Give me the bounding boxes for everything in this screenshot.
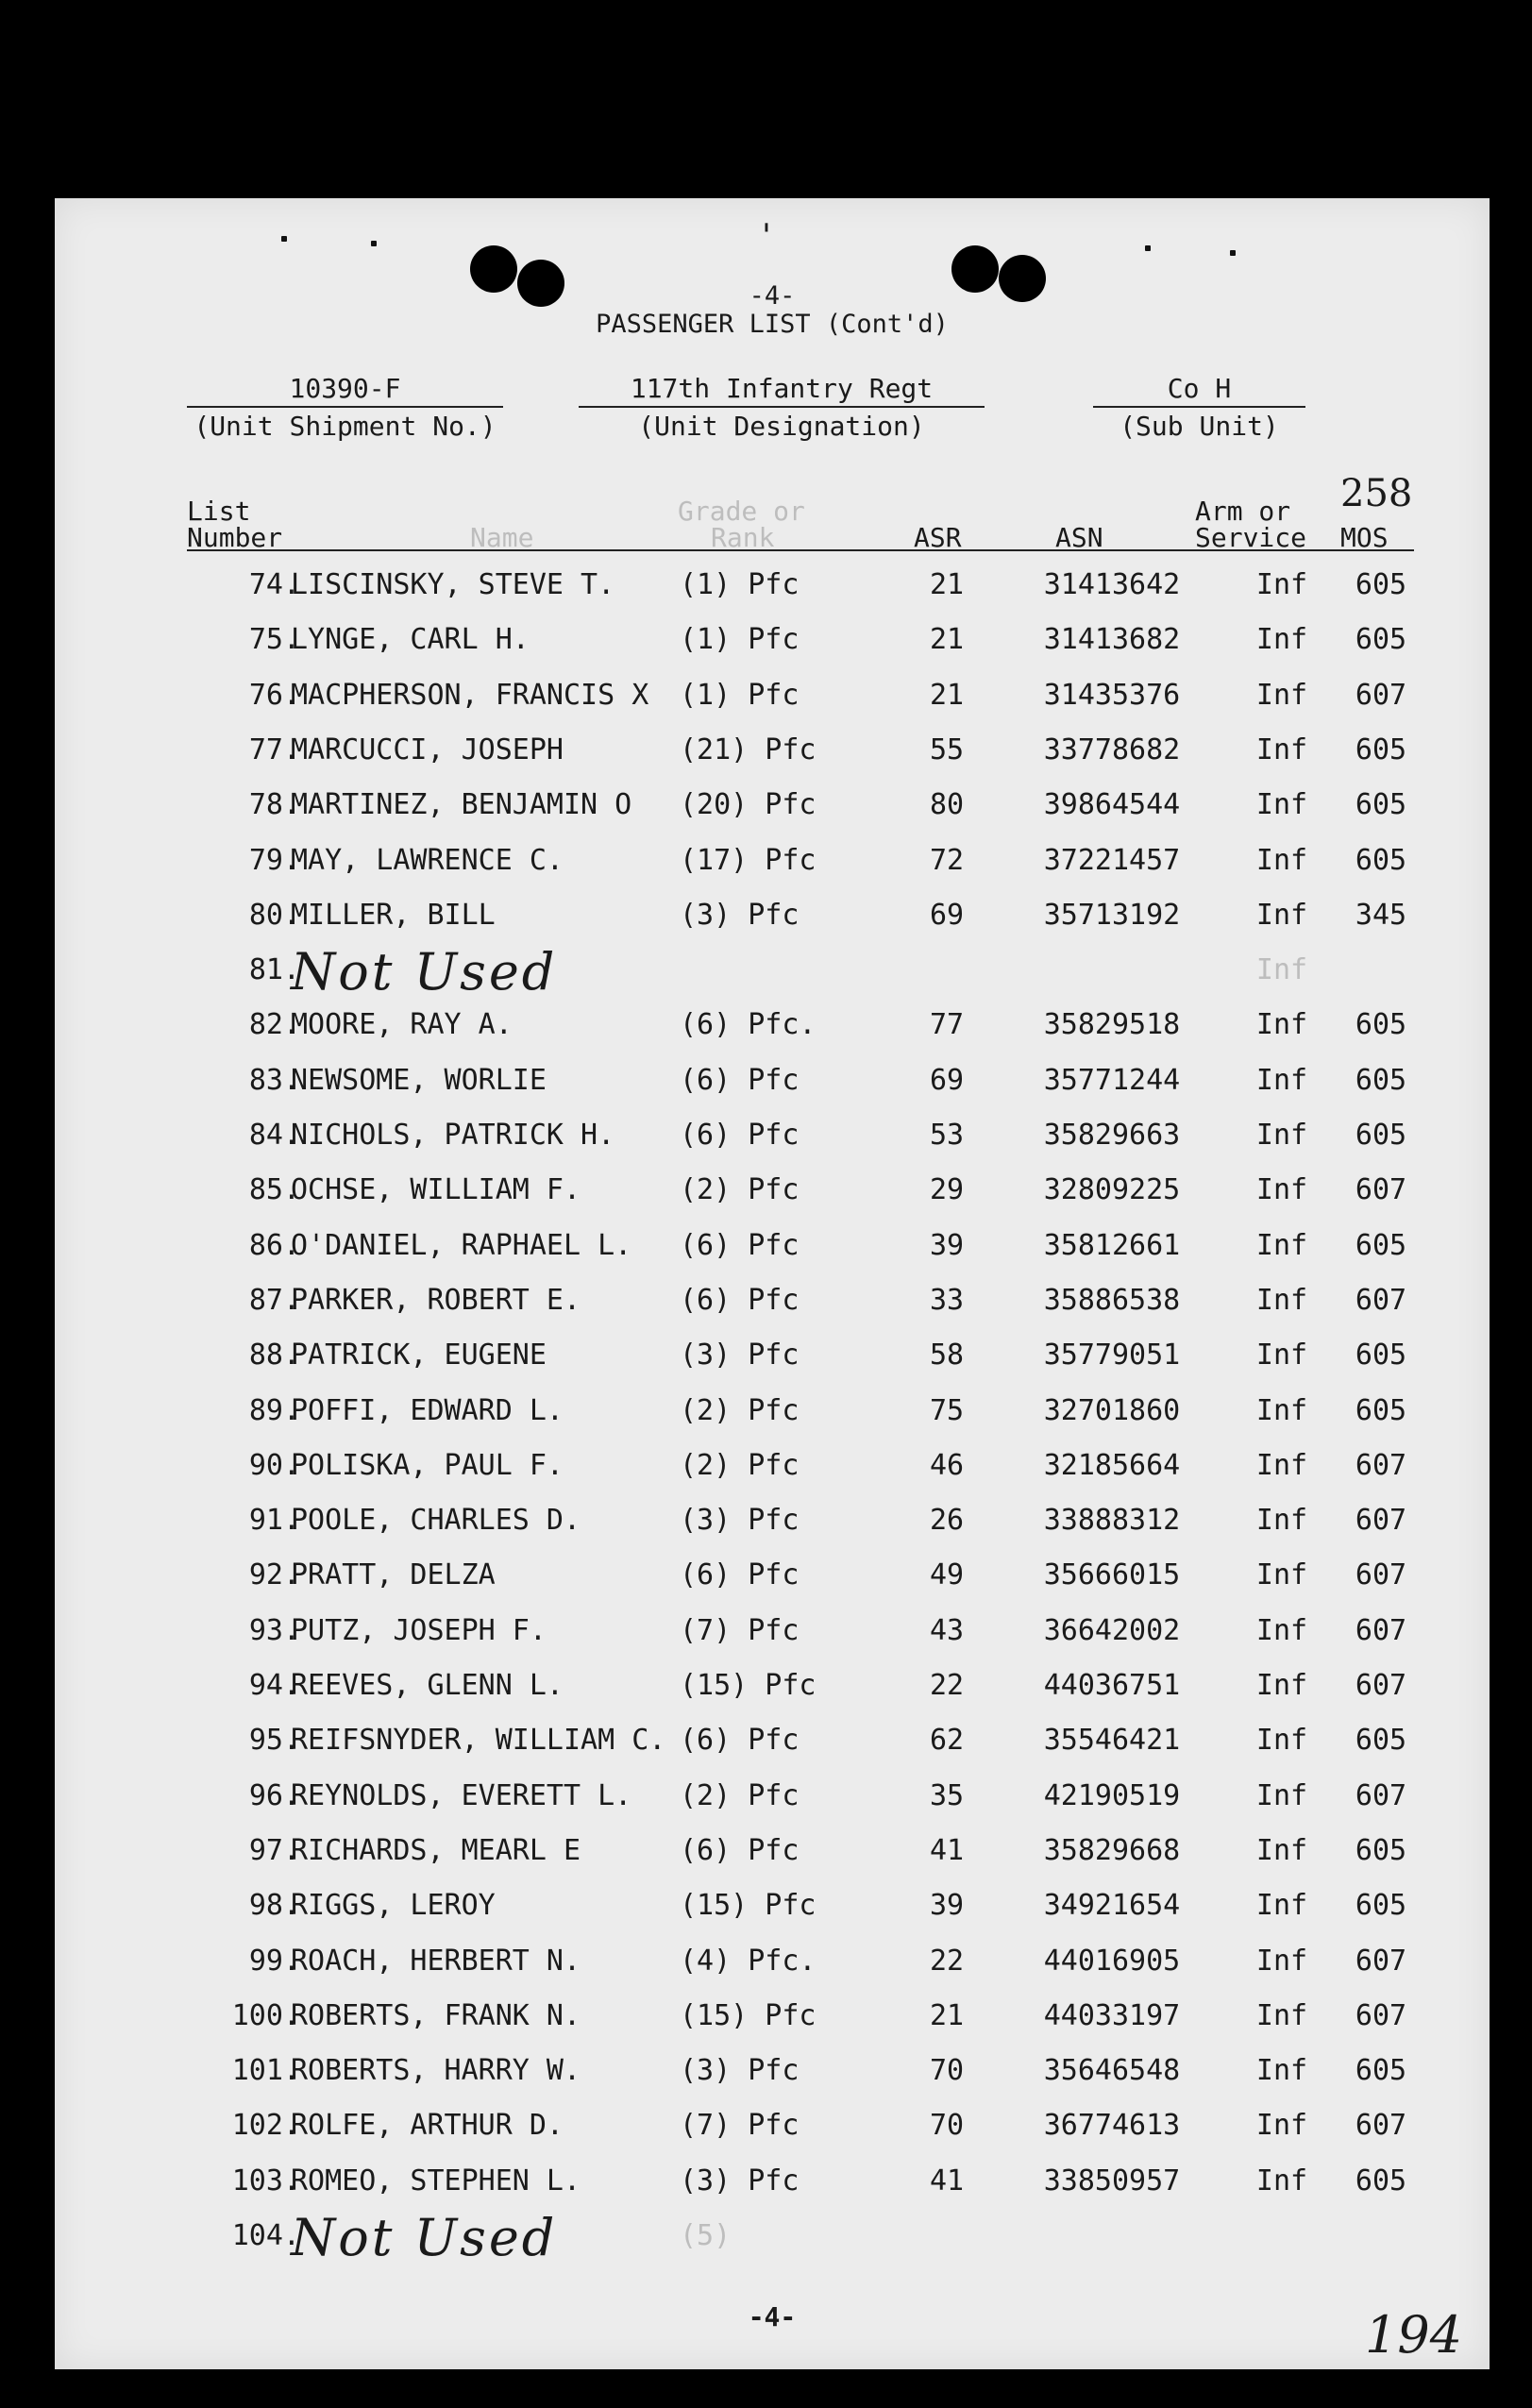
passenger-name: MARCUCCI, JOSEPH: [291, 733, 564, 766]
arm-service: Inf: [1255, 1833, 1308, 1867]
table-row: [55, 1394, 1490, 1441]
table-row: [55, 2054, 1490, 2101]
list-number: 79.: [248, 843, 300, 877]
passenger-name: LISCINSKY, STEVE T.: [291, 568, 615, 601]
mos: 605: [1355, 1889, 1407, 1923]
passenger-name: Not Used: [291, 942, 558, 1002]
list-number: 91.: [248, 1504, 300, 1538]
list-number: 88.: [248, 1339, 300, 1372]
col-grade-2: Rank: [711, 522, 775, 553]
arm-service: Inf: [1255, 1944, 1308, 1978]
table-row: [55, 1284, 1490, 1331]
asr: 69: [929, 1063, 965, 1097]
list-number: 83.: [248, 1063, 300, 1097]
shipment-number: 10390-F: [187, 373, 503, 408]
col-mos: MOS: [1340, 522, 1389, 553]
list-number: 90.: [248, 1448, 300, 1482]
table-row: [55, 2164, 1490, 2212]
table-row: [55, 899, 1490, 946]
asr: 21: [929, 1998, 965, 2032]
list-number: 103.: [231, 2164, 300, 2198]
grade: (2) Pfc: [680, 1778, 800, 1812]
table-row: [55, 788, 1490, 835]
list-number: 96.: [248, 1778, 300, 1812]
grade: (7) Pfc: [680, 1613, 800, 1647]
list-number: 84.: [248, 1119, 300, 1152]
passenger-name: OCHSE, WILLIAM F.: [291, 1173, 581, 1207]
list-number: 85.: [248, 1173, 300, 1207]
asn: 31413642: [1043, 568, 1181, 601]
arm-service: Inf: [1255, 1504, 1308, 1538]
asn: 35886538: [1043, 1283, 1181, 1317]
grade: (6) Pfc: [680, 1283, 800, 1317]
arm-service: Inf: [1255, 678, 1308, 712]
table-row: [55, 1669, 1490, 1716]
passenger-name: O'DANIEL, RAPHAEL L.: [291, 1228, 632, 1262]
grade: (2) Pfc: [680, 1393, 800, 1427]
mos: 607: [1355, 1778, 1407, 1812]
mos: 605: [1355, 1063, 1407, 1097]
list-number: 94.: [248, 1669, 300, 1702]
asr: 58: [929, 1339, 965, 1372]
mos: 605: [1355, 568, 1407, 601]
table-row: [55, 1999, 1490, 2046]
arm-service: Inf: [1255, 1558, 1308, 1592]
table-row: [55, 1834, 1490, 1881]
table-row: [55, 733, 1490, 781]
list-number: 97.: [248, 1833, 300, 1867]
arm-service: Inf: [1255, 1173, 1308, 1207]
list-number: 92.: [248, 1558, 300, 1592]
list-number: 75.: [248, 623, 300, 657]
sub-unit: Co H: [1093, 373, 1305, 408]
passenger-name: Not Used: [291, 2208, 558, 2267]
tick-mark: ': [756, 217, 777, 255]
col-arm-2: Service: [1195, 522, 1307, 553]
grade: (4) Pfc.: [680, 1944, 817, 1978]
arm-service: Inf: [1255, 2109, 1308, 2143]
mos: 607: [1355, 1504, 1407, 1538]
list-number: 78.: [248, 788, 300, 822]
mos: 605: [1355, 733, 1407, 766]
mos: 607: [1355, 2109, 1407, 2143]
asn: 35779051: [1043, 1339, 1181, 1372]
grade: (3) Pfc: [680, 2054, 800, 2088]
grade: (1) Pfc: [680, 623, 800, 657]
grade: (1) Pfc: [680, 568, 800, 601]
table-row: [55, 1173, 1490, 1221]
passenger-name: REYNOLDS, EVERETT L.: [291, 1778, 632, 1812]
list-number: 81.: [248, 953, 300, 987]
grade: (6) Pfc.: [680, 1008, 817, 1042]
asn: 35829668: [1043, 1833, 1181, 1867]
list-number: 74.: [248, 568, 300, 601]
grade: (7) Pfc: [680, 2109, 800, 2143]
mos: 605: [1355, 1833, 1407, 1867]
table-row: [55, 568, 1490, 615]
asn: 31413682: [1043, 623, 1181, 657]
grade: (15) Pfc: [680, 1669, 817, 1702]
grade: (15) Pfc: [680, 1889, 817, 1923]
passenger-name: ROBERTS, FRANK N.: [291, 1998, 581, 2032]
passenger-name: POLISKA, PAUL F.: [291, 1448, 564, 1482]
mos: 607: [1355, 1944, 1407, 1978]
table-row: [55, 1008, 1490, 1055]
grade: (21) Pfc: [680, 733, 817, 766]
mos: 605: [1355, 788, 1407, 822]
grade: (15) Pfc: [680, 1998, 817, 2032]
arm-service: Inf: [1255, 1724, 1308, 1758]
mos: 607: [1355, 1173, 1407, 1207]
asr: 21: [929, 623, 965, 657]
asn: 32701860: [1043, 1393, 1181, 1427]
passenger-name: LYNGE, CARL H.: [291, 623, 530, 657]
asr: 22: [929, 1944, 965, 1978]
list-number: 93.: [248, 1613, 300, 1647]
grade: (20) Pfc: [680, 788, 817, 822]
table-row: [55, 1119, 1490, 1166]
unit-caption: (Unit Designation): [638, 411, 925, 442]
list-number: 87.: [248, 1283, 300, 1317]
asr: 80: [929, 788, 965, 822]
asr: 43: [929, 1613, 965, 1647]
arm-service: Inf: [1255, 623, 1308, 657]
mos: 345: [1355, 898, 1407, 932]
arm-service: Inf: [1255, 953, 1308, 987]
asr: 53: [929, 1119, 965, 1152]
asr: 39: [929, 1889, 965, 1923]
page-mark-top: -4-: [749, 281, 796, 311]
list-number: 102.: [231, 2109, 300, 2143]
table-row: [55, 1945, 1490, 1992]
list-number: 104.: [231, 2219, 300, 2252]
mos: 607: [1355, 1998, 1407, 2032]
col-arm-1: Arm or: [1195, 496, 1291, 527]
table-row: [55, 1504, 1490, 1551]
header-rule: [187, 549, 1414, 551]
grade: (6) Pfc: [680, 1833, 800, 1867]
passenger-name: REIFSNYDER, WILLIAM C.: [291, 1724, 666, 1758]
passenger-name: PRATT, DELZA: [291, 1558, 496, 1592]
passenger-name: PARKER, ROBERT E.: [291, 1283, 581, 1317]
table-row: [55, 1558, 1490, 1606]
list-number: 95.: [248, 1724, 300, 1758]
asr: 49: [929, 1558, 965, 1592]
asr: 22: [929, 1669, 965, 1702]
asn: 35713192: [1043, 898, 1181, 932]
grade: (3) Pfc: [680, 898, 800, 932]
col-number: Number: [187, 522, 283, 553]
table-row: [55, 1614, 1490, 1661]
table-row: [55, 1339, 1490, 1386]
asr: 21: [929, 678, 965, 712]
passenger-name: MAY, LAWRENCE C.: [291, 843, 564, 877]
table-row: [55, 1449, 1490, 1496]
list-number: 82.: [248, 1008, 300, 1042]
table-row: [55, 2109, 1490, 2156]
grade: (17) Pfc: [680, 843, 817, 877]
list-number: 77.: [248, 733, 300, 766]
table-row: [55, 679, 1490, 726]
asn: 39864544: [1043, 788, 1181, 822]
grade: (3) Pfc: [680, 1504, 800, 1538]
mos: 607: [1355, 1283, 1407, 1317]
passenger-name: POOLE, CHARLES D.: [291, 1504, 581, 1538]
passenger-name: ROMEO, STEPHEN L.: [291, 2164, 581, 2198]
arm-service: Inf: [1255, 2164, 1308, 2198]
mos: 607: [1355, 1558, 1407, 1592]
grade: (3) Pfc: [680, 2164, 800, 2198]
mos: 605: [1355, 1724, 1407, 1758]
list-number: 101.: [231, 2054, 300, 2088]
grade: (6) Pfc: [680, 1063, 800, 1097]
asn: 32809225: [1043, 1173, 1181, 1207]
asn: 37221457: [1043, 843, 1181, 877]
passenger-name: NICHOLS, PATRICK H.: [291, 1119, 615, 1152]
col-asr: ASR: [914, 522, 962, 553]
document-page: [55, 198, 1490, 2369]
passenger-name: REEVES, GLENN L.: [291, 1669, 564, 1702]
asn: 44036751: [1043, 1669, 1181, 1702]
asn: 33778682: [1043, 733, 1181, 766]
arm-service: Inf: [1255, 1228, 1308, 1262]
table-row: [55, 844, 1490, 891]
passenger-name: PUTZ, JOSEPH F.: [291, 1613, 547, 1647]
mos: 607: [1355, 678, 1407, 712]
sub-unit-caption: (Sub Unit): [1120, 411, 1279, 442]
arm-service: Inf: [1255, 1448, 1308, 1482]
arm-service: Inf: [1255, 1008, 1308, 1042]
asr: 70: [929, 2109, 965, 2143]
list-number: 89.: [248, 1393, 300, 1427]
asn: 35646548: [1043, 2054, 1181, 2088]
passenger-name: POFFI, EDWARD L.: [291, 1393, 564, 1427]
arm-service: Inf: [1255, 1778, 1308, 1812]
mos: 605: [1355, 1119, 1407, 1152]
passenger-name: MILLER, BILL: [291, 898, 496, 932]
asn: 42190519: [1043, 1778, 1181, 1812]
col-name: Name: [470, 522, 534, 553]
list-number: 80.: [248, 898, 300, 932]
asr: 46: [929, 1448, 965, 1482]
mos: 605: [1355, 843, 1407, 877]
table-row: [55, 1779, 1490, 1827]
arm-service: Inf: [1255, 1889, 1308, 1923]
grade: (6) Pfc: [680, 1119, 800, 1152]
table-row: [55, 2208, 1490, 2267]
passenger-name: NEWSOME, WORLIE: [291, 1063, 547, 1097]
arm-service: Inf: [1255, 1393, 1308, 1427]
mos: 605: [1355, 1393, 1407, 1427]
passenger-name: MARTINEZ, BENJAMIN O: [291, 788, 632, 822]
asn: 31435376: [1043, 678, 1181, 712]
asr: 72: [929, 843, 965, 877]
asr: 69: [929, 898, 965, 932]
asr: 70: [929, 2054, 965, 2088]
asr: 41: [929, 1833, 965, 1867]
passenger-name: RIGGS, LEROY: [291, 1889, 496, 1923]
asn: 35829518: [1043, 1008, 1181, 1042]
table-row: [55, 1889, 1490, 1936]
col-asn: ASN: [1055, 522, 1103, 553]
asr: 41: [929, 2164, 965, 2198]
asn: 36642002: [1043, 1613, 1181, 1647]
passenger-name: ROACH, HERBERT N.: [291, 1944, 581, 1978]
asr: 21: [929, 568, 965, 601]
grade: (2) Pfc: [680, 1448, 800, 1482]
table-row: [55, 1229, 1490, 1276]
passenger-name: ROLFE, ARTHUR D.: [291, 2109, 564, 2143]
asn: 35546421: [1043, 1724, 1181, 1758]
list-number: 100.: [231, 1998, 300, 2032]
col-list: List: [187, 496, 251, 527]
arm-service: Inf: [1255, 1339, 1308, 1372]
asr: 35: [929, 1778, 965, 1812]
list-number: 98.: [248, 1889, 300, 1923]
list-number: 86.: [248, 1228, 300, 1262]
arm-service: Inf: [1255, 1613, 1308, 1647]
grade: (6) Pfc: [680, 1724, 800, 1758]
shipment-caption: (Unit Shipment No.): [194, 411, 497, 442]
arm-service: Inf: [1255, 568, 1308, 601]
grade: (1) Pfc: [680, 678, 800, 712]
table-row: [55, 623, 1490, 670]
asr: 62: [929, 1724, 965, 1758]
asn: 35771244: [1043, 1063, 1181, 1097]
asn: 33888312: [1043, 1504, 1181, 1538]
grade: (2) Pfc: [680, 1173, 800, 1207]
asn: 35812661: [1043, 1228, 1181, 1262]
arm-service: Inf: [1255, 788, 1308, 822]
mos: 605: [1355, 2164, 1407, 2198]
asn: 35666015: [1043, 1558, 1181, 1592]
mos: 607: [1355, 1613, 1407, 1647]
asr: 77: [929, 1008, 965, 1042]
mos: 605: [1355, 1339, 1407, 1372]
mos: 607: [1355, 1448, 1407, 1482]
stamp-number: 258: [1340, 472, 1413, 515]
unit-designation: 117th Infantry Regt: [579, 373, 985, 408]
col-grade-1: Grade or: [678, 496, 805, 527]
asn: 44033197: [1043, 1998, 1181, 2032]
arm-service: Inf: [1255, 1119, 1308, 1152]
passenger-name: ROBERTS, HARRY W.: [291, 2054, 581, 2088]
table-row: [55, 942, 1490, 1002]
mos: 605: [1355, 1008, 1407, 1042]
grade: (5): [680, 2219, 732, 2252]
arm-service: Inf: [1255, 843, 1308, 877]
grade: (6) Pfc: [680, 1228, 800, 1262]
list-number: 76.: [248, 678, 300, 712]
asn: 33850957: [1043, 2164, 1181, 2198]
arm-service: Inf: [1255, 733, 1308, 766]
arm-service: Inf: [1255, 1283, 1308, 1317]
arm-service: Inf: [1255, 1998, 1308, 2032]
asn: 44016905: [1043, 1944, 1181, 1978]
document-title: PASSENGER LIST (Cont'd): [596, 310, 949, 339]
table-row: [55, 1064, 1490, 1111]
table-row: [55, 1724, 1490, 1771]
list-number: 99.: [248, 1944, 300, 1978]
passenger-name: RICHARDS, MEARL E: [291, 1833, 581, 1867]
mos: 607: [1355, 1669, 1407, 1702]
grade: (3) Pfc: [680, 1339, 800, 1372]
passenger-name: PATRICK, EUGENE: [291, 1339, 547, 1372]
asr: 33: [929, 1283, 965, 1317]
asn: 34921654: [1043, 1889, 1181, 1923]
asn: 32185664: [1043, 1448, 1181, 1482]
asn: 36774613: [1043, 2109, 1181, 2143]
arm-service: Inf: [1255, 2054, 1308, 2088]
asr: 29: [929, 1173, 965, 1207]
passenger-name: MACPHERSON, FRANCIS X: [291, 678, 649, 712]
arm-service: Inf: [1255, 898, 1308, 932]
arm-service: Inf: [1255, 1063, 1308, 1097]
arm-service: Inf: [1255, 1669, 1308, 1702]
asr: 39: [929, 1228, 965, 1262]
page-mark-bottom: -4-: [748, 2301, 797, 2332]
grade: (6) Pfc: [680, 1558, 800, 1592]
asr: 75: [929, 1393, 965, 1427]
handwritten-page-number: 194: [1365, 2305, 1463, 2365]
asr: 55: [929, 733, 965, 766]
passenger-name: MOORE, RAY A.: [291, 1008, 513, 1042]
asn: 35829663: [1043, 1119, 1181, 1152]
mos: 605: [1355, 2054, 1407, 2088]
asr: 26: [929, 1504, 965, 1538]
mos: 605: [1355, 623, 1407, 657]
mos: 605: [1355, 1228, 1407, 1262]
